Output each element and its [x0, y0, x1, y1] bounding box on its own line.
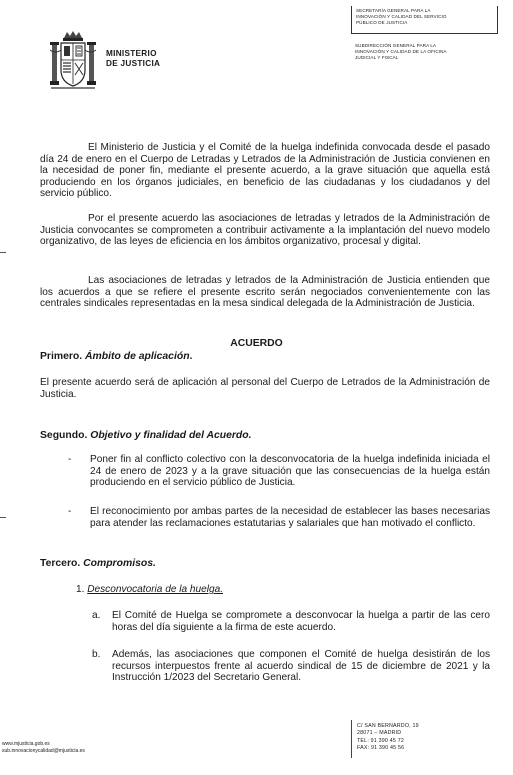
- footer-divider: [351, 720, 352, 758]
- coat-of-arms-emblem: [50, 30, 96, 92]
- item-label: Desconvocatoria de la huelga.: [87, 584, 224, 595]
- section-tercero-heading: [40, 558, 156, 570]
- ministry-name: [106, 49, 160, 69]
- intro-text: El Ministerio de Justicia y el Comité de la huelga indefinida convocada desde el pasado día 24 de enero en el Cuerpo de Letradas y Letrados de la Administración de Justicia convienen en la necesidad de poner fin, mediante el presente acuerdo, a la grave situación que aquella está produciendo en los órganos judiciales, en beneficio de las ciudadanas y los ciudadanos y del servicio público.: [40, 142, 490, 200]
- address-line: FAX: 91 390 45 56: [357, 744, 405, 751]
- address-line: 28071 – MADRID: [357, 730, 402, 737]
- section-primero-heading: Primero. Ámbito de aplicación.: [40, 351, 193, 362]
- footer-website: www.mjusticia.gob.es: [2, 741, 50, 747]
- section-title: Compromisos.: [83, 558, 156, 569]
- sub-item-text: El Comité de Huelga se compromete a desconvocar la huelga a partir de las cero horas del día siguiente a la firma de este acuerdo.: [112, 610, 490, 633]
- ministry-line-1: MINISTERIO: [106, 49, 157, 58]
- list-item-text: Poner fin al conflicto colectivo con la desconvocatoria de la huelga indefinida iniciada el 24 de enero de 2023 y a la grave situación que las consecuencias de la huelga están produciendo en el servicio público de Justicia.: [90, 454, 490, 489]
- ministry-line-2: DE JUSTICIA: [106, 59, 161, 68]
- footer-contact: [2, 741, 85, 756]
- section-label: Segundo.: [40, 430, 88, 441]
- dash-bullet: -: [68, 506, 72, 517]
- list-item: [68, 506, 490, 542]
- dash-bullet: -: [68, 454, 72, 465]
- secretariat-line: PÚBLICO DE JUSTICIA: [356, 19, 408, 25]
- section-title: Objetivo y finalidad del Acuerdo.: [90, 430, 252, 441]
- negotiation-paragraph: [40, 275, 490, 310]
- negotiation-text: Las asociaciones de letradas y letrados de la Administración de Justicia entienden que los acuerdos a que se refiere el presente escrito serán negociados convenientemente con las centrales sindicales representadas en la mesa sindical delegada de la Administración de Justicia.: [40, 275, 490, 310]
- sub-item: [92, 610, 490, 634]
- numbered-item: [76, 584, 223, 596]
- margin-mark: [0, 517, 6, 518]
- secretariat-line: SECRETARÍA GENERAL PARA LA: [356, 8, 431, 13]
- subdirectorate-line: SUBDIRECCIÓN GENERAL PARA LA: [355, 43, 437, 48]
- section-label: Primero.: [40, 351, 83, 362]
- margin-mark: [0, 252, 6, 253]
- section-label: Tercero.: [40, 558, 81, 569]
- item-number: 1.: [76, 584, 85, 595]
- subdirectorate-line: JUDICIAL Y FISCAL: [355, 54, 399, 60]
- footer-email: sub.innovacionycalidad@mjusticia.es: [2, 748, 85, 755]
- secretariat-box: [351, 6, 498, 34]
- address-line: TEL: 91 390 45 72: [357, 737, 404, 744]
- secretariat-line: INNOVACIÓN Y CALIDAD DEL SERVICIO: [356, 13, 447, 19]
- section-title: Ámbito de aplicación: [85, 351, 190, 362]
- sub-item: [92, 649, 490, 685]
- section-segundo-heading: [40, 430, 252, 442]
- sub-item-text: Además, las asociaciones que componen el Comité de huelga desistirán de los recursos interpuestos frente al acuerdo sindical de 15 de diciembre de 2021 y la Instrucción 1/2023 del Secretario General.: [112, 649, 490, 684]
- section-primero-text: El presente acuerdo será de aplicación al personal del Cuerpo de Letrados de la Administración de Justicia.: [40, 377, 490, 400]
- intro-paragraph: [40, 142, 490, 200]
- subdirectorate-label: [355, 43, 495, 60]
- subdirectorate-line: INNOVACIÓN Y CALIDAD DE LA OFICINA: [355, 48, 447, 54]
- address-line: C/ SAN BERNARDO, 19: [357, 723, 419, 729]
- acuerdo-title: ACUERDO: [230, 338, 283, 349]
- commitment-text: Por el presente acuerdo las asociaciones de letradas y letrados de la Administración de Justicia convocantes se comprometen a contribuir activamente a la implantación del nuevo modelo organizativo, de las leyes de eficiencia en los ámbitos organizativo, procesal y digital.: [40, 213, 490, 248]
- list-item: [68, 454, 490, 490]
- commitment-paragraph: [40, 213, 490, 248]
- footer-address: [357, 723, 419, 752]
- list-item-text: El reconocimiento por ambas partes de la necesidad de establecer las bases necesarias para atender las reclamaciones estatutarias y salariales que han motivado el conflicto.: [90, 506, 490, 529]
- sub-item-marker: a.: [92, 610, 101, 621]
- sub-item-marker: b.: [92, 649, 101, 660]
